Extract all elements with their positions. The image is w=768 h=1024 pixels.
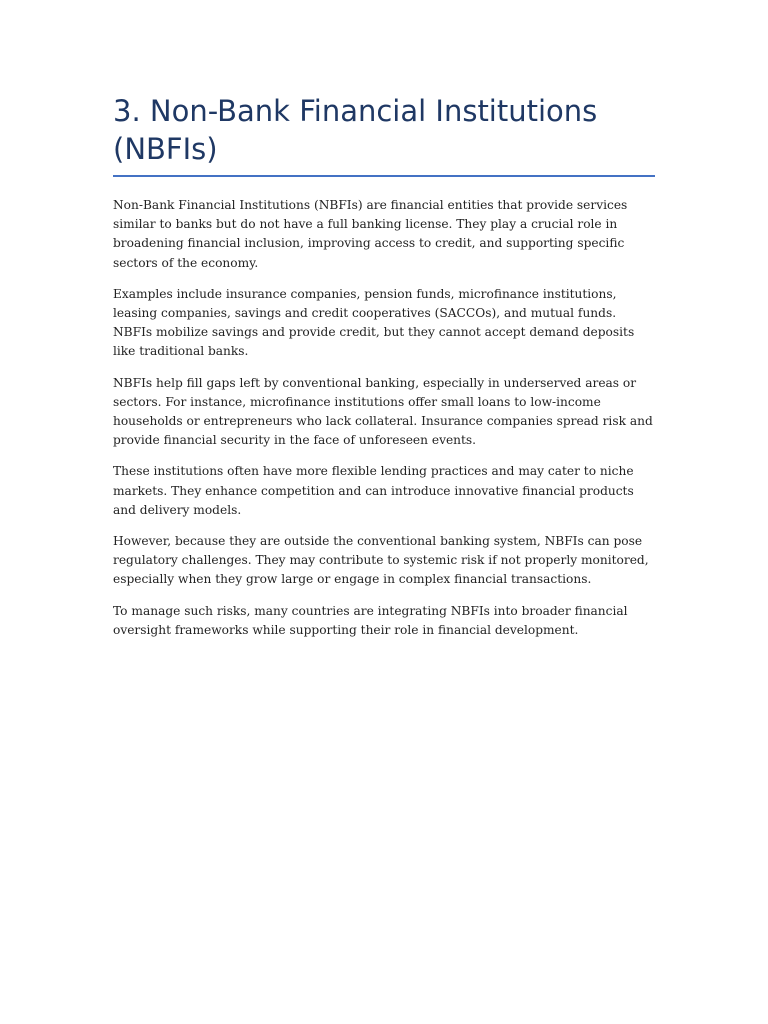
document-page bbox=[113, 92, 655, 652]
paragraph-4: These institutions often have more flexible lending practices and may cater to niche markets. They enhance competition and can introduce innovative financial products and delivery models. bbox=[113, 464, 634, 517]
paragraph-1: Non-Bank Financial Institutions (NBFIs) are financial entities that provide services similar to banks but do not have a full banking license. They play a crucial role in broadening financial inclusion, improving access to credit, and supporting specific sectors of the economy. bbox=[113, 198, 628, 270]
paragraph-5: However, because they are outside the conventional banking system, NBFIs can pose regulatory challenges. They may contribute to systemic risk if not properly monitored, especially when they grow large or engage in complex financial transactions. bbox=[113, 534, 649, 587]
section-heading: 3. Non-Bank Financial Institutions (NBFIs) bbox=[113, 92, 655, 177]
paragraph-2: Examples include insurance companies, pension funds, microfinance institutions, leasing companies, savings and credit cooperatives (SACCOs), and mutual funds. NBFIs mobilize savings and provide credit, but they cannot accept demand deposits like traditional banks. bbox=[113, 286, 635, 359]
document-body bbox=[113, 196, 655, 640]
paragraph-6: To manage such risks, many countries are integrating NBFIs into broader financial oversight frameworks while supporting their role in financial development. bbox=[113, 603, 628, 637]
paragraph-3: NBFIs help fill gaps left by conventional banking, especially in underserved areas or sectors. For instance, microfinance institutions offer small loans to low-income households or entrepreneurs who lack collateral. Insurance companies spread risk and provide financial security in the face of unforeseen events. bbox=[113, 375, 653, 448]
